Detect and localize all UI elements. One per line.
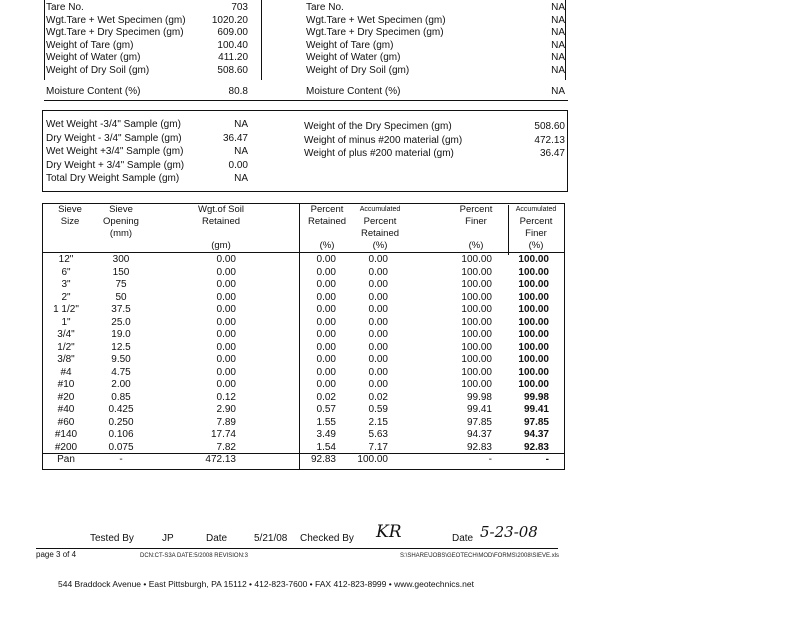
moisture-mid-border [261,0,262,80]
sieve-right-border [564,203,565,470]
tested-by-value: JP [162,533,174,544]
wgt-retained-cell: 0.00 [216,254,236,265]
acc-pct-retained-cell: 0.00 [368,366,388,378]
header-retained-wgt-1: Wgt.of Soil [198,204,244,215]
sieve-size-cell: 1" [61,316,71,328]
wgt-retained-cell: 0.00 [216,291,236,303]
moisture-bottom-line [44,100,568,101]
company-address: 544 Braddock Avenue • East Pittsburgh, PA 15112 • 412-823-7600 • FAX 412-823-8999 • www.geotechnics.net [58,579,474,589]
sieve-size-cell: #4 [60,366,72,378]
wgt-retained-cell: 17.74 [210,429,236,440]
acc-pct-retained-cell: 7.17 [368,441,388,453]
sieve-size-cell: #60 [57,416,75,428]
sample-right-value: 508.60 [534,121,565,132]
acc-pct-finer-cell: 100.00 [518,279,549,290]
acc-pct-finer-cell: 99.41 [523,404,549,415]
pct-finer-cell: 100.00 [461,329,492,340]
page-number: page 3 of 4 [36,550,77,559]
pct-retained-cell: 0.00 [316,366,336,378]
header-opening-1: Sieve [109,204,133,215]
moisture-content-value-right: NA [551,86,565,97]
sieve-opening-cell: 4.75 [111,366,131,378]
pct-finer-cell: 97.85 [466,416,492,428]
moisture-left-value: 609.00 [217,27,248,38]
doc-code: DCN:CT-S3A DATE:5/2008 REVISION:3 [140,553,248,559]
checked-by-label: Checked By [300,533,354,544]
acc-pct-finer-cell: 100.00 [518,254,549,265]
table-row [42,304,564,316]
pct-retained-cell: 0.02 [316,391,336,403]
sample-left-value: NA [234,119,248,130]
header-acc-finer-3: Finer [525,228,547,239]
sieve-opening-cell: 150 [112,266,130,278]
header-acc-finer-1: Accumulated [515,206,557,213]
moisture-left-label: Weight of Dry Soil (gm) [46,64,150,76]
pan-row-line [42,453,564,454]
header-acc-retained-2: Percent [363,216,397,227]
pct-retained-cell: 0.00 [316,354,336,365]
acc-pct-finer-cell: 100.00 [518,329,549,340]
table-row [42,342,564,354]
sample-left-label: Wet Weight -3/4" Sample (gm) [46,119,181,130]
pct-finer-cell: 100.00 [461,341,492,353]
sample-right-label: Weight of plus #200 material (gm) [304,148,454,159]
sieve-size-cell: 1 1/2" [53,304,79,315]
moisture-right-label: Wgt.Tare + Dry Specimen (gm) [306,27,444,38]
header-pct-finer-unit: (%) [468,240,484,251]
acc-pct-retained-cell: 0.00 [368,266,388,278]
pct-finer-cell: 100.00 [461,354,492,365]
table-row [42,279,564,291]
sieve-opening-cell: 12.5 [111,341,131,353]
acc-pct-finer-cell: 100.00 [518,304,549,315]
sieve-size-cell: 3/4" [57,329,75,340]
moisture-right-label: Tare No. [306,2,344,13]
sieve-size-cell: 1/2" [57,341,75,353]
sieve-size-cell: 12" [58,254,74,265]
acc-pct-retained-cell: 0.00 [368,354,388,365]
sieve-opening-cell: 0.250 [108,416,134,428]
wgt-retained-cell: 472.13 [205,454,236,465]
table-row [42,292,564,304]
wgt-retained-cell: 2.90 [216,404,236,415]
pct-finer-cell: 100.00 [461,279,492,290]
moisture-left-value: 703 [231,2,248,13]
moisture-left-border [44,0,45,80]
pct-retained-cell: 0.00 [316,304,336,315]
date-label: Date [206,533,228,544]
pct-finer-cell: 100.00 [461,266,492,278]
footer-line [36,548,558,549]
acc-pct-finer-cell: 100.00 [518,291,549,303]
pct-retained-cell: 0.57 [316,404,336,415]
sieve-opening-cell: 37.5 [111,304,131,315]
sample-left-value: 0.00 [228,159,248,171]
sieve-opening-cell: 75 [115,279,127,290]
acc-pct-retained-cell: 0.00 [368,341,388,353]
table-row [42,417,564,429]
acc-pct-finer-cell: 100.00 [518,341,549,353]
acc-pct-finer-cell: 100.00 [518,266,549,278]
moisture-right-border [565,0,566,80]
sieve-opening-cell: 300 [112,254,130,265]
checked-by-signature: KR [376,522,402,542]
acc-pct-retained-cell: 100.00 [357,454,388,465]
pct-finer-cell: 99.41 [466,404,492,415]
tested-by-label: Tested By [90,533,134,544]
pct-retained-cell: 3.49 [316,429,336,440]
pct-retained-cell: 0.00 [316,266,336,278]
header-retained-wgt-2: Retained [201,216,241,227]
sample-left-value: 36.47 [222,132,248,144]
moisture-content-label-right: Moisture Content (%) [306,86,401,97]
pct-finer-cell: 94.37 [466,429,492,440]
pct-retained-cell: 0.00 [316,291,336,303]
sieve-opening-cell: - [119,454,123,465]
table-row [42,329,564,341]
moisture-right-value: NA [551,64,565,76]
acc-pct-finer-cell: 92.83 [523,441,549,453]
moisture-right-label: Weight of Tare (gm) [306,39,394,51]
wgt-retained-cell: 7.89 [216,416,236,428]
wgt-retained-cell: 0.00 [216,354,236,365]
pct-finer-cell: 100.00 [461,254,492,265]
acc-pct-retained-cell: 0.00 [368,316,388,328]
sieve-bottom-line [42,469,564,470]
moisture-left-value: 100.40 [217,39,248,51]
moisture-right-value: NA [551,14,565,26]
header-pct-finer-1: Percent [459,204,493,215]
table-row [42,267,564,279]
header-retained-wgt-unit: (gm) [211,240,231,251]
moisture-right-label: Weight of Water (gm) [306,52,401,63]
pct-retained-cell: 0.00 [316,316,336,328]
moisture-content-label-left: Moisture Content (%) [46,86,141,97]
sieve-opening-cell: 19.0 [111,329,131,340]
date-value: 5/21/08 [254,533,288,544]
wgt-retained-cell: 0.00 [216,366,236,378]
moisture-right-value: NA [551,39,565,51]
sample-right-value: 36.47 [539,148,565,159]
acc-pct-retained-cell: 0.00 [368,254,388,265]
header-opening-2: Opening [103,216,139,227]
pct-retained-cell: 1.55 [316,416,336,428]
moisture-left-label: Weight of Water (gm) [46,52,141,63]
table-row [42,429,564,441]
sample-left-value: NA [234,146,248,157]
acc-pct-finer-cell: - [545,454,549,465]
sieve-size-cell: #20 [57,391,75,403]
header-sieve-size-1: Sieve [58,204,82,215]
moisture-left-value: 411.20 [218,52,248,63]
pct-retained-cell: 1.54 [316,441,336,453]
acc-pct-finer-cell: 100.00 [518,354,549,365]
sieve-opening-cell: 2.00 [111,379,131,390]
table-row [42,442,564,454]
sieve-size-cell: 2" [61,291,71,303]
pct-retained-cell: 92.83 [310,454,336,465]
header-pct-retained-unit: (%) [319,240,335,251]
acc-pct-finer-cell: 99.98 [523,391,549,403]
table-row [42,392,564,404]
sample-left-label: Dry Weight - 3/4" Sample (gm) [46,132,182,144]
sieve-opening-cell: 0.85 [111,391,131,403]
acc-pct-retained-cell: 2.15 [368,416,388,428]
acc-pct-retained-cell: 0.00 [368,279,388,290]
moisture-left-label: Wgt.Tare + Dry Specimen (gm) [46,27,184,38]
sieve-size-cell: #40 [57,404,75,415]
pct-retained-cell: 0.00 [316,279,336,290]
sieve-opening-cell: 0.425 [108,404,134,415]
sieve-size-cell: 6" [61,266,71,278]
acc-pct-retained-cell: 0.00 [368,329,388,340]
pct-finer-cell: 100.00 [461,304,492,315]
pct-retained-cell: 0.00 [316,329,336,340]
header-sieve-size-2: Size [60,216,80,227]
header-acc-retained-3: Retained [360,228,400,239]
pct-finer-cell: 99.98 [466,391,492,403]
pct-finer-cell: - [488,454,492,465]
table-row [42,367,564,379]
wgt-retained-cell: 0.00 [216,266,236,278]
moisture-right-value: NA [551,27,565,38]
wgt-retained-cell: 0.00 [216,316,236,328]
sieve-header-line [42,252,564,253]
moisture-content-value-left: 80.8 [228,86,248,97]
sample-right-label: Weight of the Dry Specimen (gm) [304,121,452,132]
file-path: S:\SHARE\JOBS\GEOTECH\MOD\FORMS\2008\SIEVE.xls [400,553,560,559]
acc-pct-retained-cell: 0.00 [368,304,388,315]
moisture-left-label: Wgt.Tare + Wet Specimen (gm) [46,14,186,26]
sieve-size-cell: #140 [54,429,78,440]
moisture-right-label: Wgt.Tare + Wet Specimen (gm) [306,14,446,26]
wgt-retained-cell: 0.12 [216,391,236,403]
sample-left-value: NA [234,173,248,184]
table-row [42,404,564,416]
sample-right-label: Weight of minus #200 material (gm) [304,134,463,146]
acc-pct-finer-cell: 97.85 [523,416,549,428]
wgt-retained-cell: 0.00 [216,341,236,353]
acc-pct-retained-cell: 0.00 [368,379,388,390]
moisture-right-value: NA [551,52,565,63]
sieve-size-cell: 3" [61,279,71,290]
sieve-size-cell: Pan [57,454,75,465]
moisture-left-value: 1020.20 [211,14,248,26]
header-acc-retained-unit: (%) [372,240,388,251]
pct-finer-cell: 100.00 [461,291,492,303]
acc-pct-retained-cell: 0.00 [368,291,388,303]
acc-pct-retained-cell: 0.59 [368,404,388,415]
header-acc-finer-unit: (%) [528,240,544,251]
header-opening-3: (mm) [109,228,133,239]
acc-pct-finer-cell: 100.00 [518,366,549,378]
sample-left-label: Wet Weight +3/4" Sample (gm) [46,146,184,157]
sieve-opening-cell: 25.0 [111,316,131,328]
table-row [42,454,564,466]
acc-pct-finer-cell: 100.00 [518,379,549,390]
header-pct-finer-2: Finer [465,216,487,227]
wgt-retained-cell: 0.00 [216,279,236,290]
sieve-size-cell: #10 [57,379,75,390]
sieve-size-cell: 3/8" [57,354,75,365]
sample-left-label: Total Dry Weight Sample (gm) [46,173,180,184]
acc-pct-finer-cell: 100.00 [518,316,549,328]
sieve-opening-cell: 0.106 [108,429,134,440]
pct-retained-cell: 0.00 [316,379,336,390]
wgt-retained-cell: 7.82 [216,441,236,453]
table-row [42,317,564,329]
pct-finer-cell: 100.00 [461,316,492,328]
pct-retained-cell: 0.00 [316,254,336,265]
moisture-right-value: NA [551,2,565,13]
pct-finer-cell: 100.00 [461,379,492,390]
moisture-left-label: Tare No. [46,2,84,13]
wgt-retained-cell: 0.00 [216,379,236,390]
pct-finer-cell: 100.00 [461,366,492,378]
moisture-left-label: Weight of Tare (gm) [46,39,134,51]
pct-retained-cell: 0.00 [316,341,336,353]
date2-label: Date [452,533,474,544]
table-row [42,254,564,266]
sieve-opening-cell: 50 [115,291,127,303]
header-acc-retained-1: Accumulated [359,206,401,213]
table-row [42,354,564,366]
header-acc-finer-2: Percent [519,216,553,227]
pct-finer-cell: 92.83 [466,441,492,453]
wgt-retained-cell: 0.00 [216,304,236,315]
moisture-right-label: Weight of Dry Soil (gm) [306,64,410,76]
sieve-opening-cell: 0.075 [108,441,134,453]
sieve-opening-cell: 9.50 [111,354,131,365]
sample-left-label: Dry Weight + 3/4" Sample (gm) [46,159,185,171]
table-row [42,379,564,391]
moisture-left-value: 508.60 [217,64,248,76]
acc-pct-retained-cell: 5.63 [368,429,388,440]
date2-signature: 5-23-08 [480,523,538,541]
sample-right-value: 472.13 [534,134,565,146]
header-pct-retained-2: Retained [307,216,347,227]
header-pct-retained-1: Percent [310,204,344,215]
wgt-retained-cell: 0.00 [216,329,236,340]
acc-pct-retained-cell: 0.02 [368,391,388,403]
sieve-size-cell: #200 [54,441,78,453]
acc-pct-finer-cell: 94.37 [523,429,549,440]
